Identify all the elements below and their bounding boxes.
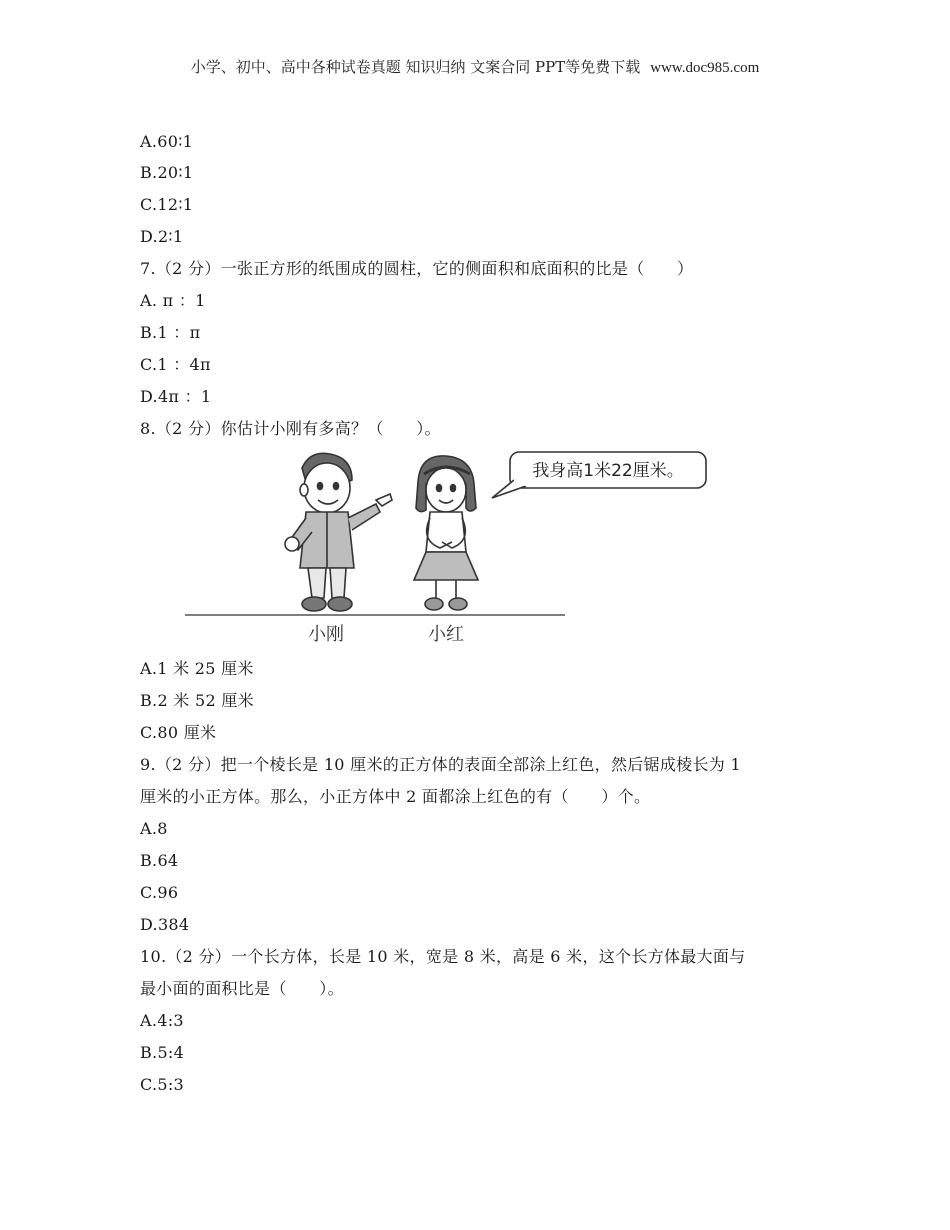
q10-option-b: B.5:4 — [140, 1043, 185, 1062]
speech-bubble-text: 我身高1米22厘米。 — [532, 461, 684, 481]
boy-label: 小刚 — [308, 624, 344, 645]
girl-label: 小红 — [428, 624, 464, 645]
q10-option-a: A.4:3 — [140, 1011, 184, 1030]
q8-option-c: C.80 厘米 — [140, 723, 217, 742]
q8-illustration — [180, 448, 720, 648]
speech-bubble — [492, 452, 706, 498]
q6-option-b: B.20∶1 — [140, 163, 194, 182]
q9-stem-line2: 厘米的小正方体。那么，小正方体中 2 面都涂上红色的有（ ）个。 — [140, 787, 651, 806]
q9-stem-line1: 9.（2 分）把一个棱长是 10 厘米的正方体的表面全部涂上红色，然后锯成棱长为 1 — [140, 755, 741, 774]
header-text: 小学、初中、高中各种试卷真题 知识归纳 文案合同 PPT等免费下载 — [190, 58, 641, 76]
q9-option-b: B.64 — [140, 851, 179, 870]
q10-stem-line1: 10.（2 分）一个长方体，长是 10 米，宽是 8 米，高是 6 米，这个长方体最大面与 — [140, 947, 746, 966]
q6-option-c: C.12∶1 — [140, 195, 194, 214]
q7-stem: 7.（2 分）一张正方形的纸围成的圆柱，它的侧面积和底面积的比是（ ） — [140, 259, 694, 278]
q10-option-c: C.5:3 — [140, 1075, 185, 1094]
q7-option-c: C.1 ：4π — [140, 355, 211, 374]
q6-option-a: A.60∶1 — [140, 132, 194, 151]
q9-option-a: A.8 — [140, 819, 168, 838]
q9-option-d: D.384 — [140, 915, 190, 934]
page-header — [0, 56, 950, 77]
q7-option-d: D.4π ：1 — [140, 387, 212, 406]
q8-option-a: A.1 米 25 厘米 — [140, 659, 254, 678]
q8-option-b: B.2 米 52 厘米 — [140, 691, 254, 710]
q6-option-d: D.2∶1 — [140, 227, 184, 246]
q8-illustration-svg — [180, 448, 720, 648]
q7-option-a: A. π ：1 — [140, 291, 206, 310]
boy-figure — [285, 453, 392, 611]
q10-stem-line2: 最小面的面积比是（ ）。 — [140, 979, 344, 998]
girl-figure — [414, 456, 478, 610]
header-site: www.doc985.com — [650, 60, 760, 76]
q7-option-b: B.1 ：π — [140, 323, 201, 342]
q8-stem: 8.（2 分）你估计小刚有多高？（ ）。 — [140, 419, 441, 438]
q9-option-c: C.96 — [140, 883, 179, 902]
